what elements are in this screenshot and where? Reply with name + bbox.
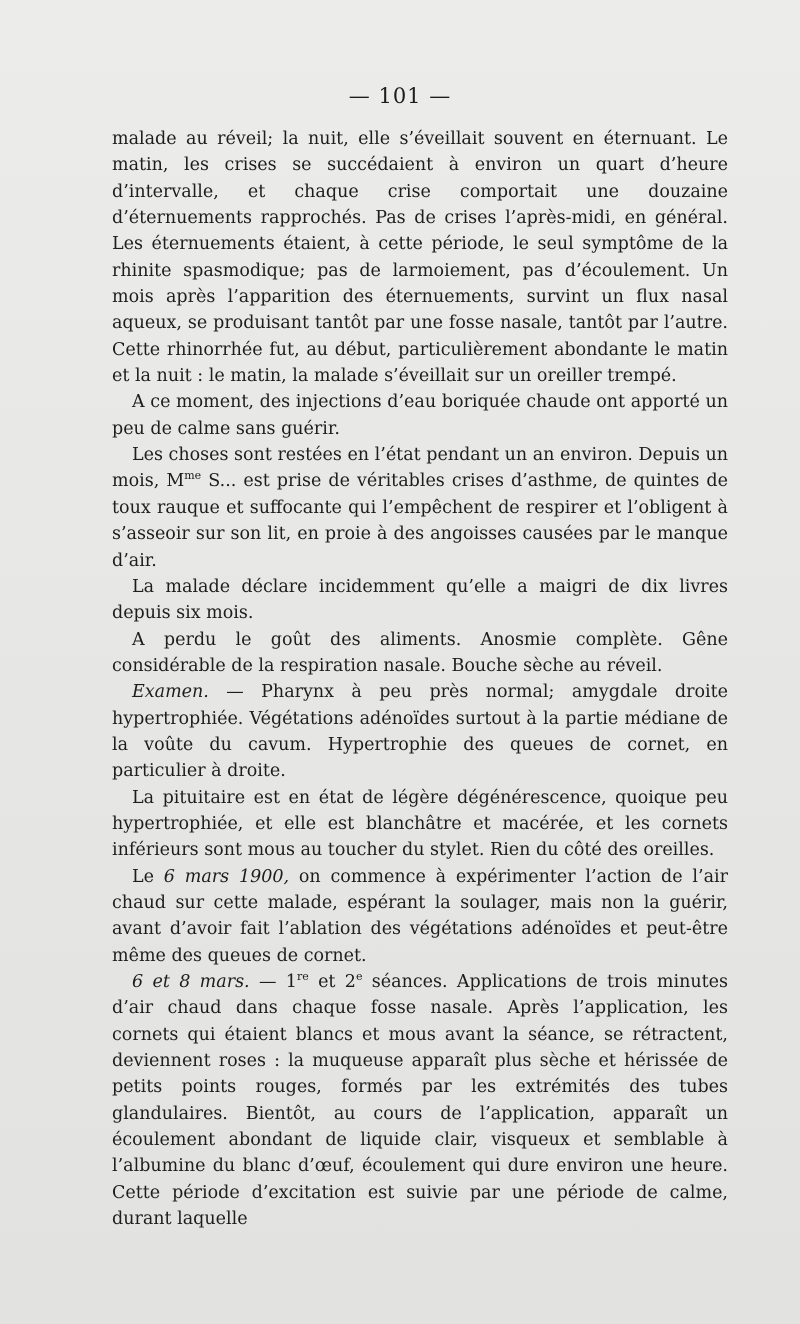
- body-text: [112, 126, 728, 1232]
- paragraph-1: malade au réveil; la nuit, elle s’éveillait souvent en éternuant. Le matin, les crises se succédaient à environ un quart d’heure d’intervalle, et chaque crise comportait une douzaine d’éternuements rapprochés. Pas de crises l’après-midi, en général. Les éternuements étaient, à cette période, le seul symptôme de la rhinite spasmodique; pas de larmoiement, pas d’écoulement. Un mois après l’apparition des éternuements, survint un flux nasal aqueux, se produisant tantôt par une fosse nasale, tantôt par l’autre. Cette rhinorrhée fut, au début, particulièrement abondante le matin et la nuit : le matin, la malade s’éveillait sur un oreiller trempé.: [112, 129, 728, 387]
- date-label: 6 mars 1900,: [163, 866, 290, 887]
- paragraph-7: La pituitaire est en état de légère dégénérescence, quoique peu hypertrophiée, et elle est blanchâtre et macérée, et les cornets inférieurs sont mous au toucher du stylet. Rien du côté des oreilles.: [112, 787, 728, 861]
- paragraph-3: Les choses sont restées en l’état pendant un an environ. Depuis un mois, $M^{me}$ S... est prise de véritables crises d’asthme, de quintes de toux rauque et suffocante qui l’empêchent de respirer et l’obligent à s’asseoir sur son lit, en proie à des angoisses causées par le manque d’air.: [112, 445, 728, 571]
- paragraph-examen: Examen. — Pharynx à peu près normal; amygdale droite hypertrophiée. Végétations adénoïdes surtout à la partie médiane de la voûte du cavum. Hypertrophie des queues de cornet, en particulier à droite.: [112, 682, 728, 782]
- section-label: Examen.: [132, 682, 209, 703]
- paragraph-5: A perdu le goût des aliments. Anosmie complète. Gêne considérable de la respiration nasale. Bouche sèche au réveil.: [112, 629, 728, 676]
- paragraph-8: Le 6 mars 1900, on commence à expérimenter l’action de l’air chaud sur cette malade, espérant la soulager, mais non la guérir, avant d’avoir fait l’ablation des végétations adénoïdes et peut-être même des queues de cornet.: [112, 866, 728, 966]
- paragraph-9: 6 et 8 mars. — 1re et 2e séances. Applications de trois minutes d’air chaud dans chaque fosse nasale. Après l’application, les cornets qui étaient blancs et mous avant la séance, se rétractent, deviennent roses : la muqueuse apparaît plus sèche et hérissée de petits points rouges, formés par les extrémités des tubes glandulaires. Bientôt, au cours de l’application, apparaît un écoulement abondant de liquide clair, visqueux et semblable à l’albumine du blanc d’œuf, écoulement qui dure environ une heure. Cette période d’excitation est suivie par une période de calme, durant laquelle: [112, 970, 728, 1230]
- date-label: 6 et 8 mars.: [132, 972, 250, 992]
- page-number: — 101 —: [348, 84, 452, 108]
- paragraph-2: A ce moment, des injections d’eau boriquée chaude ont apporté un peu de calme sans guérir.: [112, 392, 728, 439]
- paragraph-4: La malade déclare incidemment qu’elle a maigri de dix livres depuis six mois.: [112, 576, 728, 624]
